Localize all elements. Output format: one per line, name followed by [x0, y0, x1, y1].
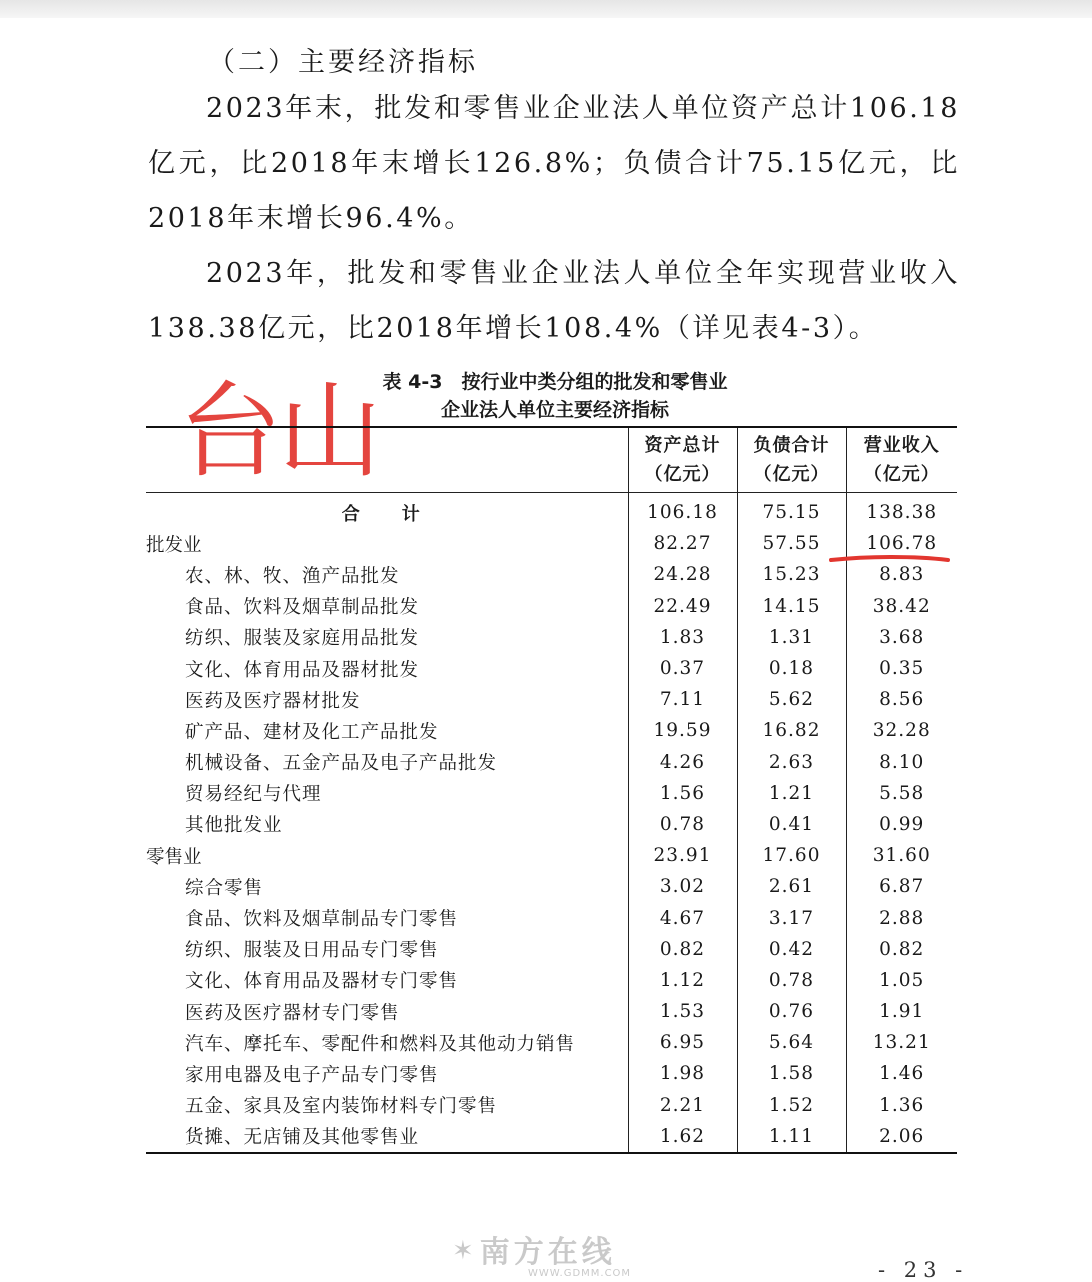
liabilities-cell: 75.15	[737, 493, 846, 529]
row-name-cell: 货摊、无店铺及其他零售业	[146, 1121, 628, 1153]
row-name-cell: 零售业	[146, 846, 202, 868]
header-liabilities-unit: （亿元）	[753, 464, 830, 485]
liabilities-cell: 0.76	[737, 996, 846, 1027]
assets-cell: 4.26	[628, 747, 737, 778]
revenue-cell: 2.88	[846, 902, 957, 933]
revenue-cell: 31.60	[846, 840, 957, 871]
revenue-cell: 1.36	[846, 1090, 957, 1121]
row-name-cell: 五金、家具及室内装饰材料专门零售	[185, 1096, 498, 1118]
assets-cell: 24.28	[628, 559, 737, 590]
assets-cell: 1.56	[628, 778, 737, 809]
row-name-cell: 家用电器及电子产品专门零售	[185, 1064, 439, 1086]
liabilities-cell: 0.42	[737, 934, 846, 965]
header-assets-unit: （亿元）	[644, 464, 721, 485]
watermark-url: WWW.GDMM.COM	[528, 1268, 632, 1279]
row-name-cell: 文化、体育用品及器材批发	[185, 659, 420, 681]
revenue-cell: 0.99	[846, 809, 957, 840]
table-row	[146, 934, 957, 965]
table-row	[146, 840, 957, 871]
table-row	[146, 559, 957, 590]
table-row	[146, 778, 957, 809]
table-row	[146, 1121, 957, 1153]
liabilities-cell: 3.17	[737, 902, 846, 933]
row-name-cell: 医药及医疗器材批发	[185, 690, 361, 712]
revenue-cell: 2.06	[846, 1121, 957, 1153]
assets-cell: 0.78	[628, 809, 737, 840]
assets-cell: 1.53	[628, 996, 737, 1027]
row-name-cell: 贸易经纪与代理	[185, 784, 322, 806]
assets-cell: 1.83	[628, 622, 737, 653]
liabilities-cell: 2.63	[737, 747, 846, 778]
page-number: - 23 -	[878, 1258, 969, 1282]
table-row	[146, 715, 957, 746]
watermark-logo-text: 南方在线	[479, 1235, 616, 1270]
row-name-cell: 纺织、服装及家庭用品批发	[185, 628, 420, 650]
liabilities-cell: 14.15	[737, 591, 846, 622]
liabilities-cell: 1.11	[737, 1121, 846, 1153]
liabilities-cell: 5.64	[737, 1027, 846, 1058]
table-row	[146, 1058, 957, 1089]
table-row	[146, 622, 957, 653]
liabilities-cell: 1.58	[737, 1058, 846, 1089]
liabilities-cell: 1.21	[737, 778, 846, 809]
assets-cell: 1.62	[628, 1121, 737, 1153]
paragraph-revenue: 2023年，批发和零售业企业法人单位全年实现营业收入138.38亿元，比2018年增长108.4%（详见表4-3）。	[148, 258, 960, 344]
header-assets	[628, 427, 737, 493]
section-heading: （二）主要经济指标	[208, 47, 478, 78]
row-name-cell: 综合零售	[185, 877, 264, 899]
row-name-cell: 矿产品、建材及化工产品批发	[185, 721, 439, 743]
revenue-cell: 5.58	[846, 778, 957, 809]
assets-cell: 0.82	[628, 934, 737, 965]
assets-cell: 19.59	[628, 715, 737, 746]
revenue-cell: 38.42	[846, 591, 957, 622]
row-name-cell: 文化、体育用品及器材专门零售	[185, 971, 459, 993]
revenue-cell: 3.68	[846, 622, 957, 653]
liabilities-cell: 17.60	[737, 840, 846, 871]
table-body	[146, 493, 957, 1153]
liabilities-cell: 16.82	[737, 715, 846, 746]
table-row	[146, 965, 957, 996]
liabilities-cell: 1.52	[737, 1090, 846, 1121]
revenue-cell: 106.78	[846, 528, 957, 559]
revenue-cell: 1.05	[846, 965, 957, 996]
liabilities-cell: 0.41	[737, 809, 846, 840]
header-revenue	[846, 427, 957, 493]
revenue-cell: 0.35	[846, 653, 957, 684]
table-row	[146, 902, 957, 933]
table-header-row	[146, 427, 957, 493]
revenue-cell: 6.87	[846, 871, 957, 902]
assets-cell: 4.67	[628, 902, 737, 933]
row-name-cell: 汽车、摩托车、零配件和燃料及其他动力销售	[185, 1033, 576, 1055]
table-row	[146, 1090, 957, 1121]
table-caption-line2: 企业法人单位主要经济指标	[440, 399, 669, 421]
handwritten-annotation: 台山	[178, 370, 379, 492]
liabilities-cell: 2.61	[737, 871, 846, 902]
table-caption	[300, 368, 810, 424]
assets-cell: 23.91	[628, 840, 737, 871]
row-name-cell: 食品、饮料及烟草制品专门零售	[185, 909, 459, 931]
row-name-cell: 医药及医疗器材专门零售	[185, 1002, 400, 1024]
table-row	[146, 996, 957, 1027]
revenue-cell: 8.83	[846, 559, 957, 590]
revenue-cell: 32.28	[846, 715, 957, 746]
assets-cell: 106.18	[628, 493, 737, 529]
liabilities-cell: 5.62	[737, 684, 846, 715]
revenue-cell: 0.82	[846, 934, 957, 965]
liabilities-cell: 0.78	[737, 965, 846, 996]
assets-cell: 7.11	[628, 684, 737, 715]
economic-indicators-table	[146, 426, 957, 1154]
liabilities-cell: 15.23	[737, 559, 846, 590]
table-row	[146, 871, 957, 902]
row-name-cell: 合 计	[341, 503, 432, 525]
row-name-cell: 机械设备、五金产品及电子产品批发	[185, 753, 498, 775]
table-row	[146, 591, 957, 622]
assets-cell: 6.95	[628, 1027, 737, 1058]
liabilities-cell: 57.55	[737, 528, 846, 559]
row-name-cell: 批发业	[146, 534, 202, 556]
table-row	[146, 809, 957, 840]
header-name-cell	[146, 427, 628, 493]
header-revenue-unit: （亿元）	[863, 464, 940, 485]
assets-cell: 2.21	[628, 1090, 737, 1121]
table-caption-line1: 表 4-3 按行业中类分组的批发和零售业	[382, 371, 728, 393]
paragraph-assets-liabilities: 2023年末，批发和零售业企业法人单位资产总计106.18亿元，比2018年末增长126.8%；负债合计75.15亿元，比2018年末增长96.4%。	[148, 93, 960, 234]
watermark-logo-icon: ✶	[452, 1236, 474, 1266]
revenue-cell: 1.91	[846, 996, 957, 1027]
top-shadow-band	[0, 0, 1092, 18]
table-row	[146, 653, 957, 684]
revenue-cell: 13.21	[846, 1027, 957, 1058]
row-name-cell: 其他批发业	[185, 815, 283, 837]
header-revenue-label: 营业收入	[863, 435, 940, 456]
header-liabilities-label: 负债合计	[753, 435, 830, 456]
row-name-cell: 农、林、牧、渔产品批发	[185, 565, 400, 587]
table-row	[146, 1027, 957, 1058]
table-row	[146, 747, 957, 778]
header-assets-label: 资产总计	[644, 435, 721, 456]
revenue-cell: 8.10	[846, 747, 957, 778]
liabilities-cell: 1.31	[737, 622, 846, 653]
row-name-cell: 食品、饮料及烟草制品批发	[185, 597, 420, 619]
revenue-cell: 1.46	[846, 1058, 957, 1089]
table-row	[146, 528, 957, 559]
assets-cell: 0.37	[628, 653, 737, 684]
revenue-cell: 8.56	[846, 684, 957, 715]
table-row	[146, 493, 957, 529]
watermark	[452, 1235, 632, 1279]
assets-cell: 3.02	[628, 871, 737, 902]
assets-cell: 1.12	[628, 965, 737, 996]
revenue-cell: 138.38	[846, 493, 957, 529]
header-liabilities	[737, 427, 846, 493]
assets-cell: 82.27	[628, 528, 737, 559]
liabilities-cell: 0.18	[737, 653, 846, 684]
assets-cell: 22.49	[628, 591, 737, 622]
table-row	[146, 684, 957, 715]
row-name-cell: 纺织、服装及日用品专门零售	[185, 940, 439, 962]
assets-cell: 1.98	[628, 1058, 737, 1089]
